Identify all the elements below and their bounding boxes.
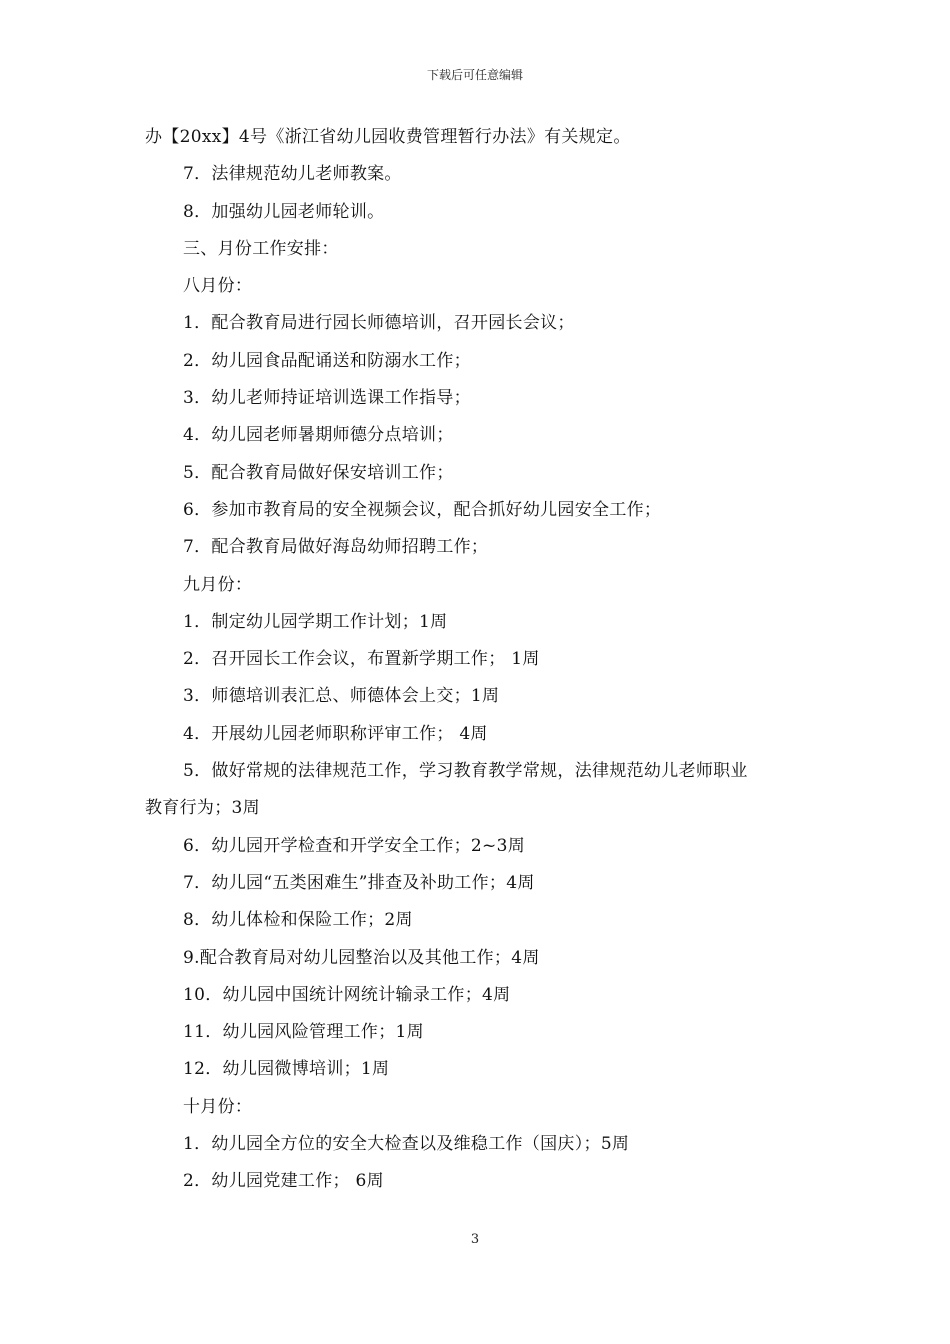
text-line: 4．开展幼儿园老师职称评审工作； 4周 (183, 723, 488, 744)
text-line: 3．幼儿老师持证培训选课工作指导； (183, 388, 471, 409)
text-line: 2．幼儿园食品配诵送和防溺水工作； (183, 350, 471, 371)
text-line: 7．法律规范幼儿老师教案。 (183, 164, 402, 185)
text-line: 10．幼儿园中国统计网统计输录工作；4周 (183, 984, 511, 1005)
text-line: 5．配合教育局做好保安培训工作； (183, 462, 454, 483)
text-line: 3．师德培训表汇总、师德体会上交；1周 (183, 686, 500, 707)
text-line: 1．制定幼儿园学期工作计划；1周 (183, 611, 448, 632)
text-line: 八月份： (183, 276, 253, 297)
text-line: 4．幼儿园老师暑期师德分点培训； (183, 425, 454, 446)
page-number: 3 (470, 1232, 480, 1247)
text-line: 2．幼儿园党建工作； 6周 (183, 1171, 384, 1192)
document-body (145, 119, 817, 1201)
text-line: 12．幼儿园微博培训；1周 (183, 1059, 390, 1080)
text-line: 十月份： (183, 1096, 253, 1117)
text-line: 1．配合教育局进行园长师德培训，召开园长会议； (183, 313, 575, 334)
text-line: 九月份： (183, 574, 253, 595)
text-line: 三、月份工作安排： (183, 238, 339, 259)
text-line: 7．幼儿园“五类困难生”排查及补助工作；4周 (183, 872, 535, 893)
text-line: 6．幼儿园开学检查和开学安全工作；2~3周 (183, 835, 525, 856)
text-line: 8．加强幼儿园老师轮训。 (183, 201, 385, 222)
text-line: 2．召开园长工作会议，布置新学期工作； 1周 (183, 649, 540, 670)
page-header: 下载后可任意编辑 (426, 68, 523, 82)
text-line: 6．参加市教育局的安全视频会议，配合抓好幼儿园安全工作； (183, 499, 662, 520)
text-line: 1．幼儿园全方位的安全大检查以及维稳工作（国庆）；5周 (183, 1134, 630, 1155)
text-line: 8．幼儿体检和保险工作；2周 (183, 910, 413, 931)
text-line: 7．配合教育局做好海岛幼师招聘工作； (183, 537, 489, 558)
text-line: 教育行为；3周 (145, 798, 260, 819)
text-line: 11．幼儿园风险管理工作；1周 (183, 1022, 424, 1043)
text-line: 5．做好常规的法律规范工作，学习教育教学常规，法律规范幼儿老师职业 (183, 761, 748, 782)
text-line: 9.配合教育局对幼儿园整治以及其他工作；4周 (183, 947, 540, 968)
text-line: 办【20xx】4号《浙江省幼儿园收费管理暂行办法》有关规定。 (145, 127, 631, 147)
